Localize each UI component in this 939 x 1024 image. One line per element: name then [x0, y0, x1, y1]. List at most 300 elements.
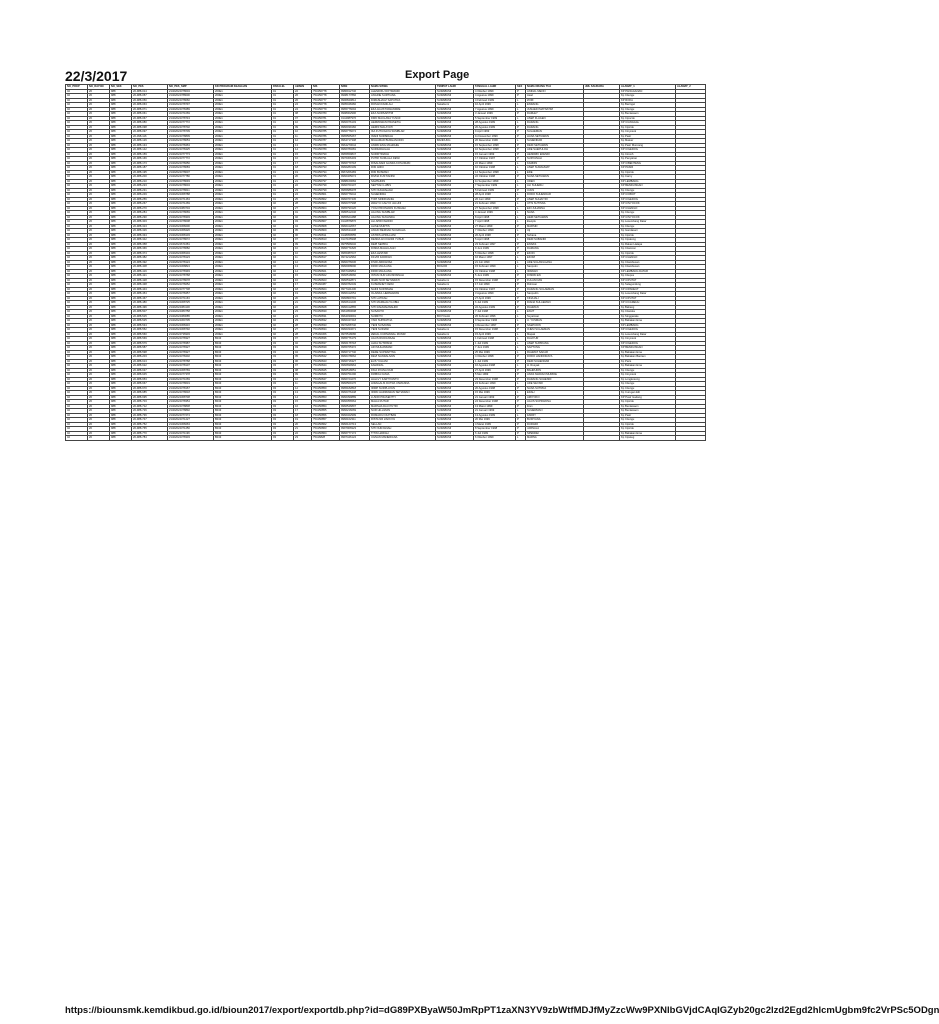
- table-cell: 16: [294, 278, 312, 283]
- table-cell: SURABUMI: [436, 400, 474, 405]
- table-cell: B043: [214, 350, 272, 355]
- table-cell: 02: [272, 251, 294, 256]
- table-cell: 988: [110, 98, 132, 103]
- table-cell: 02: [272, 283, 294, 288]
- table-cell: 21402024377773: [168, 152, 214, 157]
- table-cell: ENNAS: [526, 242, 584, 247]
- table-cell: 200E1: [214, 256, 272, 261]
- table-cell: B043: [214, 404, 272, 409]
- table-cell: 20: [88, 157, 110, 162]
- table-cell: 9965765372: [340, 346, 370, 351]
- table-cell: 200E1: [214, 206, 272, 211]
- table-cell: 200E1: [214, 301, 272, 306]
- table-cell: INTAN NUR ADUNNSINAH: [370, 274, 436, 279]
- table-cell: 03: [272, 431, 294, 436]
- table-cell: 9977421230: [340, 287, 370, 292]
- table-cell: B043: [214, 413, 272, 418]
- table-cell: 754150850: [312, 386, 340, 391]
- table-cell: ASEP SURAHMAT: [526, 166, 584, 171]
- table-cell: 988: [110, 431, 132, 436]
- table-cell: 200E1: [214, 193, 272, 198]
- table-cell: 988: [110, 134, 132, 139]
- table-cell: ADE SULANGGANA: [526, 260, 584, 265]
- table-cell: 03: [272, 409, 294, 414]
- table-cell: 21402024378007: [168, 170, 214, 175]
- table-cell: 6 Oktober 1999: [474, 436, 516, 441]
- table-cell: 9975566032: [340, 242, 370, 247]
- table-cell: KP LEMBANG: [620, 179, 676, 184]
- table-cell: 09: [294, 373, 312, 378]
- table-cell: L: [516, 170, 526, 175]
- table-cell: AGUS SUPRAKINA: [526, 400, 584, 405]
- table-cell: 9966076103: [340, 121, 370, 126]
- table-cell: DINDIN EN: [526, 274, 584, 279]
- table-cell: Sukabumi: [436, 278, 474, 283]
- table-cell: 20-988-569: [132, 337, 168, 342]
- table-cell: 754150856: [312, 413, 340, 418]
- table-cell: 21402024377274: [168, 413, 214, 418]
- table-cell: 20-988-443: [132, 287, 168, 292]
- table-cell: KP CIOBOT: [620, 193, 676, 198]
- table-cell: SURABUMI: [436, 305, 474, 310]
- table-cell: 20-988-223: [132, 184, 168, 189]
- table-cell: 20-988-313: [132, 224, 168, 229]
- table-cell: SURABUMI: [436, 206, 474, 211]
- table-cell: 02: [272, 229, 294, 234]
- table-cell: SURABUMI: [436, 364, 474, 369]
- table-cell: 27 April 1999: [474, 368, 516, 373]
- table-cell: SURABUMI: [436, 134, 474, 139]
- table-cell: 200E1: [214, 211, 272, 216]
- table-cell: 20-988-667: [132, 382, 168, 387]
- table-cell: 02: [66, 436, 88, 441]
- table-cell: 200E1: [214, 310, 272, 315]
- table-cell: KP CIANGGAL: [620, 121, 676, 126]
- table-cell: 0147165908: [340, 238, 370, 243]
- table-cell: 02: [66, 400, 88, 405]
- table-cell: 02: [66, 301, 88, 306]
- table-cell: 21402024378124: [168, 260, 214, 265]
- table-cell: 21402024378107: [168, 364, 214, 369]
- table-cell: 21402024378252: [168, 283, 214, 288]
- table-cell: 21402024378682: [168, 247, 214, 252]
- table-cell: 9988169684: [340, 179, 370, 184]
- table-cell: 9967446864: [340, 269, 370, 274]
- table-cell: 988: [110, 319, 132, 324]
- table-cell: 20-988-670: [132, 386, 168, 391]
- table-cell: 8 April 1998: [474, 215, 516, 220]
- table-cell: SITI NUGRAHAHI: [370, 188, 436, 193]
- table-cell: FILVIR FADRIAN: [370, 256, 436, 261]
- table-cell: 20-988-587: [132, 346, 168, 351]
- table-cell: 988: [110, 265, 132, 270]
- table-cell: 20: [88, 170, 110, 175]
- table-cell: 21402024380704: [168, 206, 214, 211]
- table-cell: 9966039182: [340, 125, 370, 130]
- table-cell: 21402024377780: [168, 175, 214, 180]
- table-cell: 03: [272, 391, 294, 396]
- table-cell: 21402024378053: [168, 139, 214, 144]
- table-cell: 02: [66, 107, 88, 112]
- table-cell: L: [516, 238, 526, 243]
- table-cell: DAHYUR: [526, 337, 584, 342]
- table-cell: 275160366: [312, 332, 340, 337]
- table-cell: 01: [272, 103, 294, 108]
- table-cell: 20: [294, 422, 312, 427]
- table-cell: DINDA MAHLILAGN: [370, 247, 436, 252]
- column-header: PARALEL: [272, 85, 294, 90]
- table-cell: 200E1: [214, 314, 272, 319]
- table-cell: 9966782249: [340, 283, 370, 288]
- table-cell: SURABUMI: [436, 287, 474, 292]
- table-cell: 20: [88, 229, 110, 234]
- table-cell: 988: [110, 233, 132, 238]
- table-cell: 21402024378393: [168, 269, 214, 274]
- table-cell: B043: [214, 431, 272, 436]
- table-cell: 200E1: [214, 112, 272, 117]
- table-cell: RIVNA KUSTIANINI: [370, 175, 436, 180]
- table-cell: RAHMAT SAKAR: [526, 350, 584, 355]
- table-cell: 15: [294, 152, 312, 157]
- table-cell: 24: [294, 314, 312, 319]
- table-cell: 20-988-637: [132, 368, 168, 373]
- table-cell: 21402024378809: [168, 134, 214, 139]
- table-cell: 23: [294, 319, 312, 324]
- table-cell: DEDI SETIAWAN: [526, 143, 584, 148]
- table-cell: 5 September 1999: [474, 116, 516, 121]
- table-cell: 25 Mei 1999: [474, 350, 516, 355]
- table-cell: 20-988-752: [132, 422, 168, 427]
- table-cell: SURABUMI: [436, 260, 474, 265]
- table-cell: 20: [88, 224, 110, 229]
- table-cell: 20-988-290: [132, 215, 168, 220]
- table-cell: 27 September 1998: [474, 206, 516, 211]
- table-cell: 754150795: [312, 175, 340, 180]
- table-cell: Kp Cipicok: [620, 427, 676, 432]
- column-header: ABSEN: [294, 85, 312, 90]
- table-cell: L: [516, 193, 526, 198]
- table-cell: SURABUMI: [436, 256, 474, 261]
- table-cell: 20-988-421: [132, 274, 168, 279]
- table-cell: 200E1: [214, 197, 272, 202]
- table-cell: 21402024371069: [168, 377, 214, 382]
- table-cell: 5 Oktober 1998: [474, 251, 516, 256]
- table-cell: YENI SURIANI: [370, 328, 436, 333]
- table-cell: 988: [110, 256, 132, 261]
- table-cell: 20-988-231: [132, 188, 168, 193]
- table-cell: SAPTUNG: [526, 346, 584, 351]
- table-cell: 20-988-342: [132, 238, 168, 243]
- table-cell: 988: [110, 350, 132, 355]
- table-cell: L: [516, 184, 526, 189]
- table-cell: Kp Curugan Elit: [620, 391, 676, 396]
- table-cell: 200E1: [214, 224, 272, 229]
- table-cell: 02: [66, 310, 88, 315]
- table-cell: 9966399889: [340, 395, 370, 400]
- table-cell: 9 April 1999: [474, 130, 516, 135]
- table-cell: 20: [88, 377, 110, 382]
- table-cell: 5 April 1998: [474, 238, 516, 243]
- table-cell: BOGOR: [436, 265, 474, 270]
- table-cell: 20-988-770: [132, 431, 168, 436]
- table-cell: P: [516, 130, 526, 135]
- column-header: TANGGAL LAHIR: [474, 85, 516, 90]
- table-cell: L: [516, 382, 526, 387]
- table-cell: 754150794: [312, 170, 340, 175]
- table-cell: B043: [214, 427, 272, 432]
- table-cell: DEDI SUBANDI: [526, 238, 584, 243]
- table-cell: 02: [66, 224, 88, 229]
- table-cell: 754150826: [312, 296, 340, 301]
- table-cell: 02: [272, 328, 294, 333]
- table-cell: 02: [66, 242, 88, 247]
- table-cell: SURABUMI: [436, 121, 474, 126]
- table-cell: 200E1: [214, 202, 272, 207]
- table-cell: 21402024378463: [168, 143, 214, 148]
- table-cell: 200E1: [214, 283, 272, 288]
- table-cell: 03: [272, 341, 294, 346]
- table-cell: 988: [110, 377, 132, 382]
- table-cell: 20-988-703: [132, 400, 168, 405]
- table-cell: 02: [66, 359, 88, 364]
- table-cell: 21402024378303: [168, 436, 214, 441]
- table-cell: 12: [294, 260, 312, 265]
- table-cell: 988: [110, 355, 132, 360]
- table-cell: 754150846: [312, 373, 340, 378]
- table-cell: 200E1: [214, 116, 272, 121]
- table-cell: 24: [294, 103, 312, 108]
- table-cell: 9966465074: [340, 175, 370, 180]
- table-cell: 20-988-747: [132, 418, 168, 423]
- table-cell: 200E1: [214, 265, 272, 270]
- table-cell: 21402024378069: [168, 211, 214, 216]
- table-cell: 988: [110, 184, 132, 189]
- table-cell: 20: [88, 121, 110, 126]
- table-cell: 200E1: [214, 157, 272, 162]
- table-cell: L: [516, 346, 526, 351]
- table-cell: AGUNG SUNANDA: [370, 215, 436, 220]
- table-cell: B043: [214, 355, 272, 360]
- table-cell: 988: [110, 400, 132, 405]
- table-cell: 02: [66, 215, 88, 220]
- table-cell: 1 Februari 1998: [474, 337, 516, 342]
- table-cell: SURABUMI: [436, 94, 474, 99]
- table-cell: 14: [294, 269, 312, 274]
- table-cell: 754150792: [312, 161, 340, 166]
- table-cell: 200E1: [214, 260, 272, 265]
- table-cell: 988: [110, 229, 132, 234]
- table-cell: 988: [110, 368, 132, 373]
- table-cell: DARLEY: [526, 112, 584, 117]
- table-cell: ROMADIU DUITBAN: [370, 413, 436, 418]
- table-cell: H. Rusyak: [526, 364, 584, 369]
- table-cell: Kp Pasir Muncang: [620, 143, 676, 148]
- table-cell: SURABUMI: [436, 107, 474, 112]
- table-cell: 20: [88, 233, 110, 238]
- table-cell: B043: [214, 373, 272, 378]
- table-cell: 21402024378892: [168, 409, 214, 414]
- table-cell: 200E1: [214, 152, 272, 157]
- table-cell: 20: [88, 436, 110, 441]
- table-cell: Asari: [526, 94, 584, 99]
- page-title: Export Page: [405, 69, 470, 81]
- table-cell: SURABUMI: [436, 359, 474, 364]
- table-cell: 22 Agustus 1999: [474, 305, 516, 310]
- table-cell: ASEP FLAGEN: [526, 116, 584, 121]
- table-cell: SURABUMI: [436, 346, 474, 351]
- table-cell: FRIBOA FANIA: [370, 373, 436, 378]
- table-cell: 9966347218: [340, 319, 370, 324]
- table-cell: FIVRI ARDIANSA: [370, 260, 436, 265]
- table-cell: DIMASHAUZ SAPUTRA: [370, 98, 436, 103]
- table-cell: 200E1: [214, 247, 272, 252]
- table-cell: 02: [66, 89, 88, 94]
- table-cell: 20-988-334: [132, 233, 168, 238]
- table-cell: 20: [88, 287, 110, 292]
- table-cell: 9966699964: [340, 364, 370, 369]
- table-cell: 988: [110, 152, 132, 157]
- table-cell: 02: [66, 125, 88, 130]
- table-cell: 988: [110, 130, 132, 135]
- table-cell: 988: [110, 337, 132, 342]
- table-cell: 20-988-071: [132, 107, 168, 112]
- table-cell: SURABUMI: [436, 269, 474, 274]
- table-cell: 03: [272, 337, 294, 342]
- table-cell: 9966532871: [340, 278, 370, 283]
- table-cell: 02: [66, 166, 88, 171]
- table-cell: 3 Januari 1999: [474, 112, 516, 117]
- table-cell: SITI LATIFAH: [370, 296, 436, 301]
- table-cell: SURABUMI: [436, 395, 474, 400]
- table-cell: Kp Citengu: [620, 224, 676, 229]
- table-cell: Kp Citambusan: [620, 265, 676, 270]
- table-cell: SUHENDRA: [370, 193, 436, 198]
- table-cell: 9966283109: [340, 166, 370, 171]
- table-cell: 21402024378354: [168, 400, 214, 405]
- table-cell: 9966356564: [340, 400, 370, 405]
- table-cell: 754150862: [312, 422, 340, 427]
- table-cell: 7 April 1998: [474, 220, 516, 225]
- table-cell: Uji: [526, 229, 584, 234]
- table-cell: SURABUMI: [436, 422, 474, 427]
- table-cell: 24 Februari 1999: [474, 382, 516, 387]
- table-cell: SURABUMI: [436, 188, 474, 193]
- table-cell: 988: [110, 395, 132, 400]
- table-cell: 20-988-515: [132, 314, 168, 319]
- table-cell: 20: [294, 296, 312, 301]
- table-cell: LUSIRI PRASENTTI: [370, 395, 436, 400]
- table-cell: 754150806: [312, 215, 340, 220]
- table-cell: Kp Singgarake: [620, 314, 676, 319]
- table-cell: 03: [272, 404, 294, 409]
- table-cell: 21: [294, 301, 312, 306]
- table-cell: SURABUMI: [436, 431, 474, 436]
- table-cell: L: [516, 260, 526, 265]
- table-cell: 20: [88, 292, 110, 297]
- table-cell: 02: [66, 404, 88, 409]
- table-cell: 02: [66, 256, 88, 261]
- table-cell: EUS YULIANI: [370, 359, 436, 364]
- table-cell: 20: [88, 283, 110, 288]
- table-cell: ANAS MADIAN MURDIE: [526, 373, 584, 378]
- table-cell: 02: [66, 157, 88, 162]
- table-cell: 9966771826: [340, 247, 370, 252]
- table-cell: SURABUMI: [436, 404, 474, 409]
- table-cell: 02: [66, 391, 88, 396]
- table-cell: 4 Desember 1997: [474, 323, 516, 328]
- table-cell: NANA SUTRNA: [526, 386, 584, 391]
- table-cell: SURABUMI: [436, 413, 474, 418]
- table-cell: 17 Oktober 1997: [474, 157, 516, 162]
- table-cell: 20: [88, 238, 110, 243]
- table-cell: 15 Desember 1998: [474, 328, 516, 333]
- table-cell: NURFADHILAH: [370, 148, 436, 153]
- table-cell: 20: [88, 310, 110, 315]
- table-cell: DEDI SUHENDAR: [526, 359, 584, 364]
- table-cell: 02: [66, 161, 88, 166]
- table-cell: 200E1: [214, 170, 272, 175]
- table-cell: 02: [66, 283, 88, 288]
- table-cell: 20: [88, 103, 110, 108]
- table-cell: 02: [66, 355, 88, 360]
- table-cell: SURABUMI: [436, 161, 474, 166]
- table-cell: TITIN HARIAH: [370, 431, 436, 436]
- table-cell: 20-988-249: [132, 193, 168, 198]
- table-cell: 02: [272, 332, 294, 337]
- table-cell: 988: [110, 292, 132, 297]
- table-cell: P: [516, 301, 526, 306]
- table-cell: 754150815: [312, 247, 340, 252]
- table-cell: 21402024378327: [168, 350, 214, 355]
- table-cell: 20: [88, 382, 110, 387]
- table-cell: 15 Februari 1999: [474, 265, 516, 270]
- table-cell: 200E1: [214, 215, 272, 220]
- table-cell: B043: [214, 409, 272, 414]
- table-cell: FIKRI MAULANA: [370, 265, 436, 270]
- table-cell: 20: [88, 404, 110, 409]
- table-cell: 21402024378060: [168, 98, 214, 103]
- table-cell: 754150828: [312, 305, 340, 310]
- table-cell: KINAJALI: [526, 296, 584, 301]
- table-cell: 08: [294, 368, 312, 373]
- table-cell: UGNAN MANERIANA: [370, 436, 436, 441]
- table-cell: 754150863: [312, 427, 340, 432]
- table-cell: Kp Cipicok: [620, 170, 676, 175]
- table-cell: 21402024378838: [168, 404, 214, 409]
- table-cell: 21402024371250: [168, 427, 214, 432]
- table-cell: 988: [110, 251, 132, 256]
- table-cell: 20: [88, 98, 110, 103]
- table-cell: 20: [88, 373, 110, 378]
- table-cell: P: [516, 359, 526, 364]
- table-cell: 21402024377772: [168, 157, 214, 162]
- table-cell: 754150793: [312, 166, 340, 171]
- table-cell: L: [516, 107, 526, 112]
- table-cell: 13: [294, 265, 312, 270]
- table-cell: KP CIBENTENG: [620, 161, 676, 166]
- table-cell: 16 September 1998: [474, 148, 516, 153]
- table-cell: B043: [214, 400, 272, 405]
- table-row: [66, 436, 706, 441]
- table-cell: 03: [272, 422, 294, 427]
- table-cell: 9966717740: [340, 350, 370, 355]
- table-cell: 21402024378702: [168, 125, 214, 130]
- table-cell: 754150823: [312, 278, 340, 283]
- table-cell: 02: [66, 206, 88, 211]
- table-cell: EKA LESTARI: [370, 251, 436, 256]
- table-cell: BOYOLALI: [436, 314, 474, 319]
- table-cell: 20: [88, 346, 110, 351]
